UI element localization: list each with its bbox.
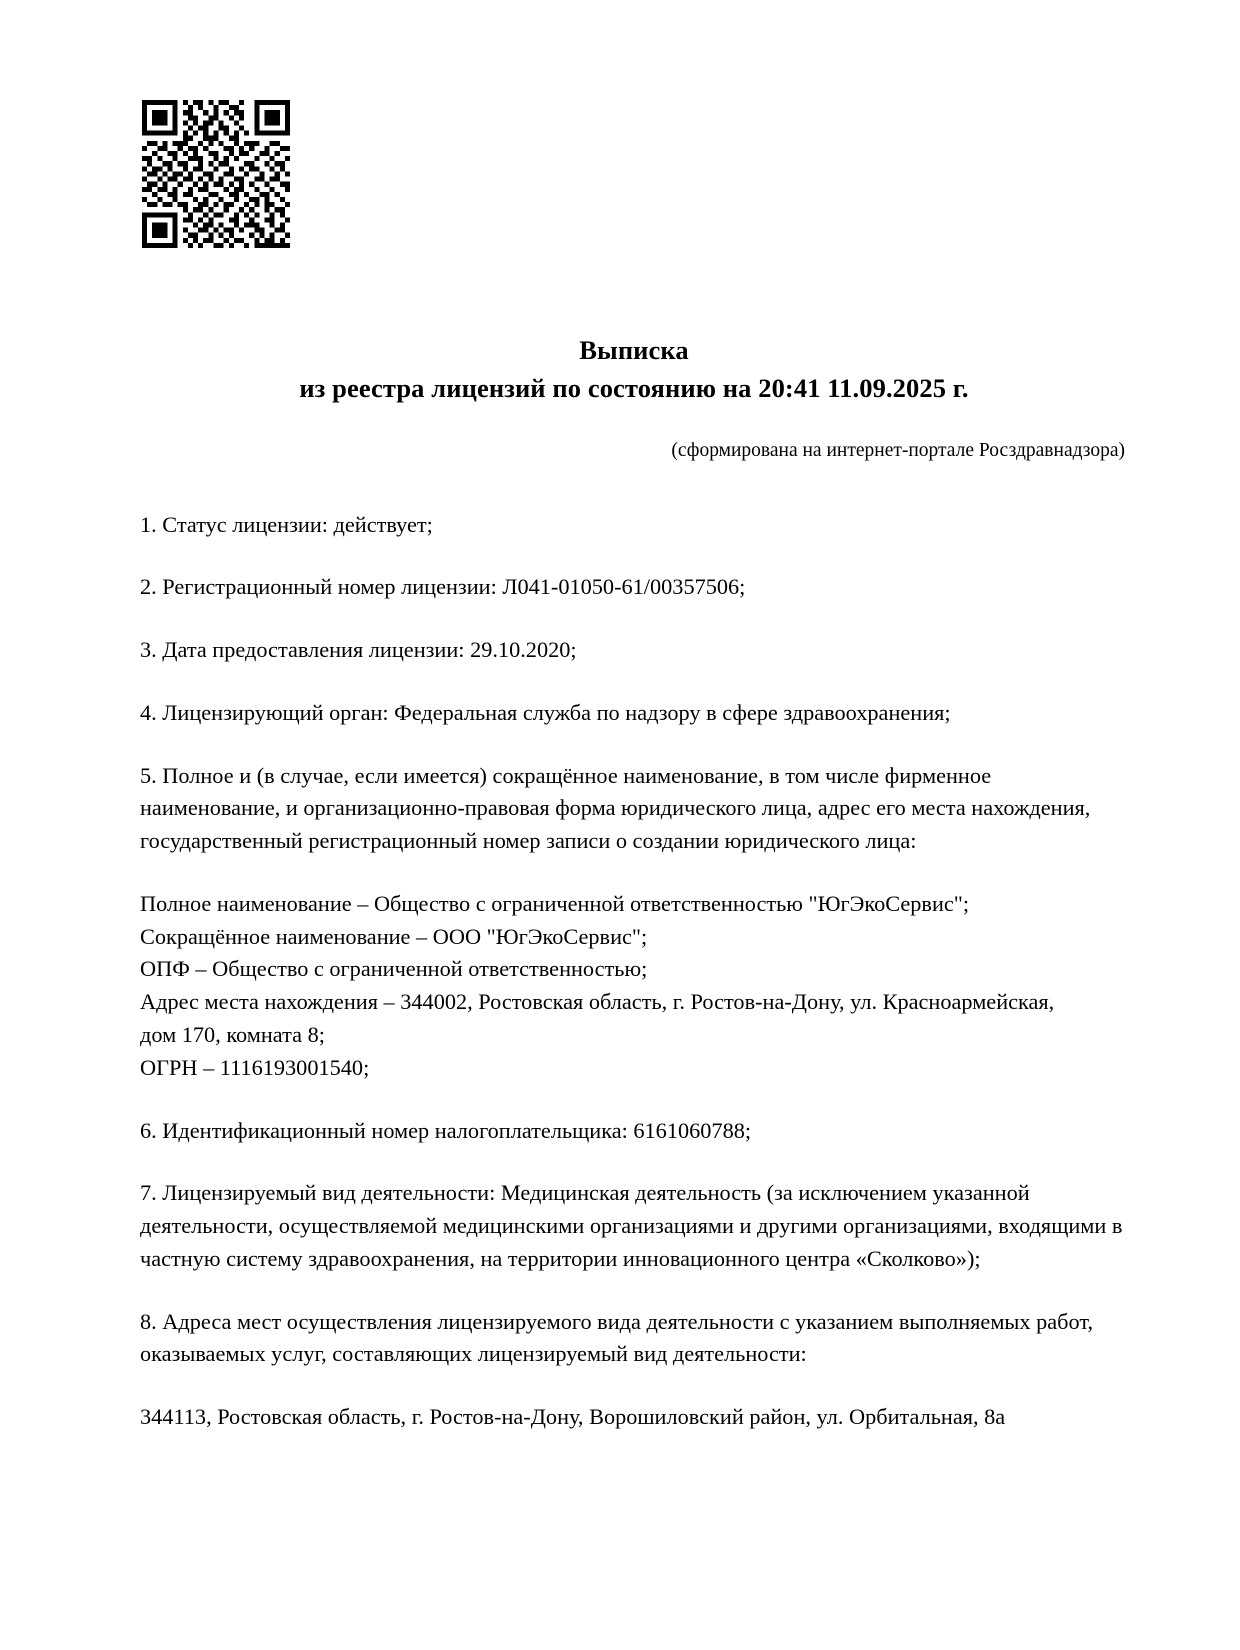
activity-address-1: 344113, Ростовская область, г. Ростов-на-Дону, Ворошиловский район, ул. Орбитальная, 8а — [140, 1404, 1006, 1430]
item-activity-type: 7. Лицензируемый вид деятельности: Медицинская деятельность (за исключением указанной деятельности, осуществляемой медицинскими организациями и другими организациями, входящими в частную систему здравоохранения, на территории инновационного центра «Сколково»); — [140, 1180, 1123, 1271]
page-subtitle: из реестра лицензий по состоянию на 20:41 11.09.2025 г. — [299, 372, 969, 403]
item-license-number: 2. Регистрационный номер лицензии: Л041-01050-61/00357506; — [140, 574, 746, 600]
entity-address-line-1: Адрес места нахождения – 344002, Ростовская область, г. Ростов-на-Дону, ул. Красноармейская, — [140, 989, 1055, 1015]
item-entity-names-heading: 5. Полное и (в случае, если имеется) сокращённое наименование, в том числе фирменное наименование, и организационно-правовая форма юридического лица, адрес его места нахождения, государственный регистрационный номер записи о создании юридического лица: — [140, 762, 1091, 854]
entity-address-line-2: дом 170, комната 8; — [140, 1021, 325, 1047]
document-title-block — [140, 332, 1128, 407]
item-licensing-authority: 4. Лицензирующий орган: Федеральная служба по надзору в сфере здравоохранения; — [140, 699, 951, 725]
formed-note: (сформирована на интернет-портале Росздравнадзора) — [671, 440, 1125, 462]
entity-ogrn: ОГРН – 1116193001540; — [140, 1054, 370, 1080]
item-activity-addresses-heading: 8. Адреса мест осуществления лицензируемого вида деятельности с указанием выполняемых работ, оказываемых услуг, составляющих лицензируемый вид деятельности: — [140, 1308, 1094, 1367]
qr-code-graphic — [142, 100, 290, 248]
page-title: Выписка — [579, 335, 689, 365]
document-body — [140, 509, 1128, 1434]
qr-code-icon — [142, 100, 290, 248]
entity-legal-form: ОПФ – Общество с ограниченной ответственностью; — [140, 956, 648, 982]
entity-full-name: Полное наименование – Общество с ограниченной ответственностью "ЮгЭкоСервис"; — [140, 890, 970, 916]
entity-short-name: Сокращённое наименование – ООО "ЮгЭкоСервис"; — [140, 923, 648, 949]
item-inn: 6. Идентификационный номер налогоплательщика: 6161060788; — [140, 1117, 752, 1143]
item-license-date: 3. Дата предоставления лицензии: 29.10.2020; — [140, 637, 577, 663]
item-license-status: 1. Статус лицензии: действует; — [140, 511, 433, 537]
entity-details — [140, 888, 1128, 1085]
